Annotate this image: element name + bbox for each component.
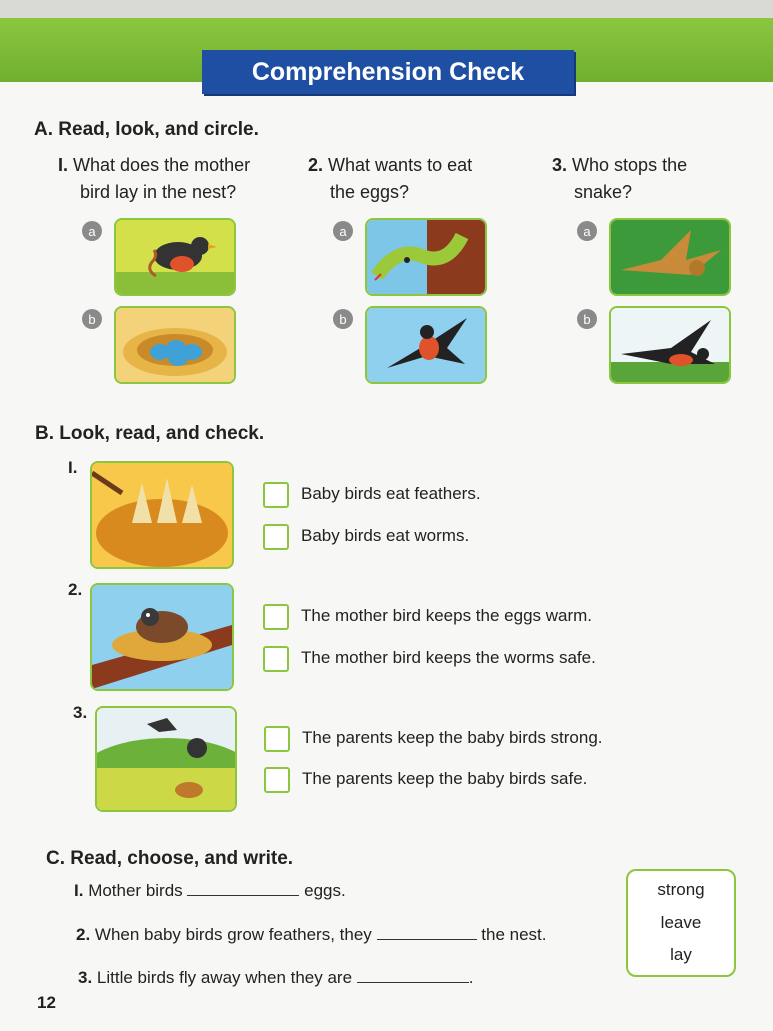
option-a-badge: a <box>82 221 102 241</box>
question-a3: 3. Who stops the snake? <box>552 155 688 202</box>
eggs-in-nest-image[interactable] <box>114 306 236 384</box>
word-option: lay <box>670 945 692 964</box>
option-b-badge: b <box>333 309 353 329</box>
mother-bird-nest-image <box>90 583 234 691</box>
item-number: 3. <box>73 703 88 722</box>
option-label: Baby birds eat feathers. <box>301 484 481 503</box>
brown-bird-image[interactable] <box>609 218 731 296</box>
sentence-1: I. Mother birds eggs. <box>74 881 346 900</box>
section-b-heading: B. Look, read, and check. <box>35 423 265 444</box>
option-a-badge: a <box>577 221 597 241</box>
item-number: I. <box>68 458 78 477</box>
checkbox[interactable] <box>263 524 289 550</box>
bird-attacking-image[interactable] <box>365 306 487 384</box>
answer-blank[interactable] <box>187 881 299 896</box>
checkbox[interactable] <box>264 767 290 793</box>
option-label: The parents keep the baby birds strong. <box>302 728 603 747</box>
word-option: leave <box>660 913 702 932</box>
checkbox[interactable] <box>263 604 289 630</box>
option-label: The parents keep the baby birds safe. <box>302 769 588 788</box>
bird-with-worm-image[interactable] <box>114 218 236 296</box>
item-number: 2. <box>68 580 83 599</box>
checkbox[interactable] <box>264 726 290 752</box>
checkbox[interactable] <box>263 646 289 672</box>
word-option: strong <box>657 880 705 899</box>
checkbox[interactable] <box>263 482 289 508</box>
page-title: Comprehension Check <box>202 50 574 94</box>
parents-cat-image <box>95 706 237 812</box>
option-a-badge: a <box>333 221 353 241</box>
page-number: 12 <box>37 993 56 1012</box>
answer-blank[interactable] <box>377 925 477 940</box>
baby-birds-nest-image <box>90 461 234 569</box>
question-a1: I. What does the mother bird lay in the nest? <box>58 155 251 202</box>
option-b-badge: b <box>577 309 597 329</box>
section-c-heading: C. Read, choose, and write. <box>46 848 294 869</box>
snake-image[interactable] <box>365 218 487 296</box>
answer-blank[interactable] <box>357 968 469 983</box>
option-label: The mother bird keeps the worms safe. <box>301 648 596 667</box>
section-a-heading: A. Read, look, and circle. <box>34 119 259 140</box>
sentence-3: 3. Little birds fly away when they are . <box>78 968 474 987</box>
black-bird-flying-image[interactable] <box>609 306 731 384</box>
option-label: Baby birds eat worms. <box>301 526 470 545</box>
option-label: The mother bird keeps the eggs warm. <box>301 606 593 625</box>
question-a2: 2. What wants to eat the eggs? <box>308 155 473 202</box>
sentence-2: 2. When baby birds grow feathers, they the nest. <box>76 925 547 944</box>
word-bank <box>626 869 736 977</box>
option-b-badge: b <box>82 309 102 329</box>
